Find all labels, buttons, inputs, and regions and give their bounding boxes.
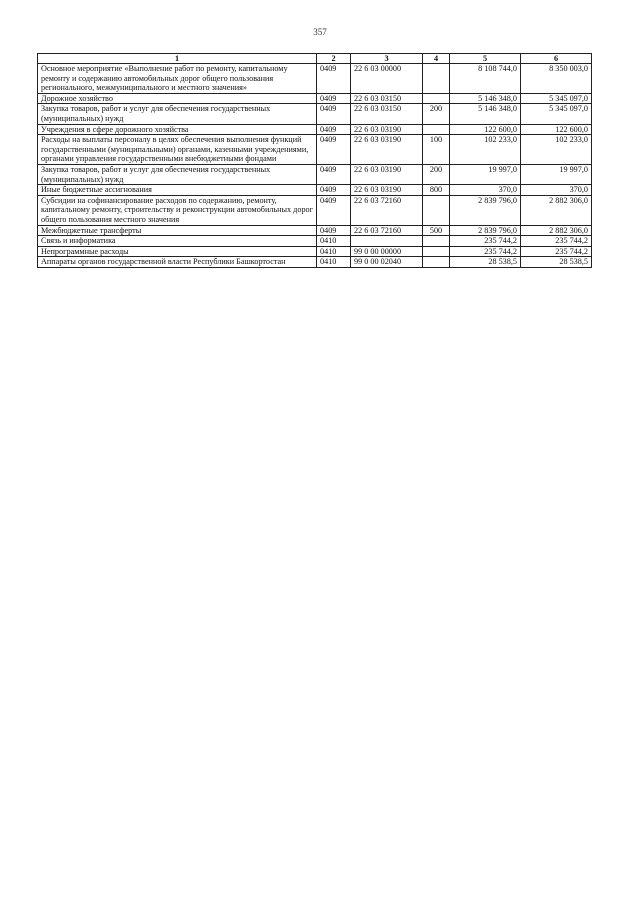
row-name: Аппараты органов государственной власти Республики Башкортостан: [38, 257, 317, 268]
page-number: 357: [313, 27, 327, 37]
row-sum1: 102 233,0: [450, 135, 521, 165]
table-row: [38, 185, 592, 196]
row-name: Основное мероприятие «Выполнение работ по ремонту, капитальному ремонту и содержанию автомобильных дорог общего пользования регионального, межмуниципального и местного значения»: [38, 64, 317, 94]
row-code: 22 6 03 03150: [351, 93, 423, 104]
row-sum2: 235 744,2: [521, 236, 592, 247]
row-section: 0410: [317, 246, 351, 257]
row-section: 0409: [317, 195, 351, 225]
table-row: [38, 93, 592, 104]
row-sum1: 19 997,0: [450, 164, 521, 184]
row-section: 0409: [317, 64, 351, 94]
row-sum2: 370,0: [521, 185, 592, 196]
row-code: 22 6 03 72160: [351, 195, 423, 225]
row-sum2: 2 882 306,0: [521, 225, 592, 236]
row-sum1: 5 146 348,0: [450, 104, 521, 124]
table-row: [38, 164, 592, 184]
row-code: 22 6 03 03190: [351, 185, 423, 196]
row-type: [423, 64, 450, 94]
row-sum2: 28 538,5: [521, 257, 592, 268]
row-type: 500: [423, 225, 450, 236]
row-name: Иные бюджетные ассигнования: [38, 185, 317, 196]
table-row: [38, 225, 592, 236]
row-code: [351, 236, 423, 247]
row-type: [423, 246, 450, 257]
row-name: Субсидии на софинансирование расходов по содержанию, ремонту, капитальному ремонту, строительству и реконструкции автомобильных дорог общего пользования местного значения: [38, 195, 317, 225]
row-section: 0409: [317, 124, 351, 135]
budget-table: [37, 53, 592, 268]
row-sum2: 122 600,0: [521, 124, 592, 135]
row-sum2: 19 997,0: [521, 164, 592, 184]
row-name: Непрограммные расходы: [38, 246, 317, 257]
row-code: 22 6 03 03190: [351, 135, 423, 165]
row-sum2: 8 350 003,0: [521, 64, 592, 94]
row-type: 800: [423, 185, 450, 196]
row-sum1: 2 839 796,0: [450, 195, 521, 225]
table-row: [38, 135, 592, 165]
column-header-code: 3: [351, 54, 423, 64]
table-row: [38, 195, 592, 225]
column-header-sum1: 5: [450, 54, 521, 64]
row-code: 99 0 00 02040: [351, 257, 423, 268]
row-code: 99 0 00 00000: [351, 246, 423, 257]
row-type: [423, 93, 450, 104]
row-sum2: 2 882 306,0: [521, 195, 592, 225]
column-header-section: 2: [317, 54, 351, 64]
table-row: [38, 124, 592, 135]
row-name: Дорожное хозяйство: [38, 93, 317, 104]
row-name: Закупка товаров, работ и услуг для обеспечения государственных (муниципальных) нужд: [38, 104, 317, 124]
row-sum1: 28 538,5: [450, 257, 521, 268]
row-name: Межбюджетные трансферты: [38, 225, 317, 236]
row-sum1: 8 108 744,0: [450, 64, 521, 94]
row-type: 200: [423, 164, 450, 184]
row-sum1: 5 146 348,0: [450, 93, 521, 104]
row-section: 0409: [317, 104, 351, 124]
row-sum2: 102 233,0: [521, 135, 592, 165]
table-row: [38, 236, 592, 247]
row-sum2: 5 345 097,0: [521, 104, 592, 124]
row-section: 0410: [317, 257, 351, 268]
row-section: 0409: [317, 225, 351, 236]
row-section: 0410: [317, 236, 351, 247]
row-name: Расходы на выплаты персоналу в целях обеспечения выполнения функций государственными (муниципальными) органами, казенными учреждениями, органами управления государственными внебюджетными фондами: [38, 135, 317, 165]
row-name: Учреждения в сфере дорожного хозяйства: [38, 124, 317, 135]
table-header-row: [38, 54, 592, 64]
row-section: 0409: [317, 93, 351, 104]
row-type: [423, 257, 450, 268]
row-sum1: 2 839 796,0: [450, 225, 521, 236]
row-name: Закупка товаров, работ и услуг для обеспечения государственных (муниципальных) нужд: [38, 164, 317, 184]
table-row: [38, 246, 592, 257]
row-section: 0409: [317, 135, 351, 165]
row-type: [423, 236, 450, 247]
row-sum1: 235 744,2: [450, 236, 521, 247]
row-type: [423, 124, 450, 135]
row-code: 22 6 03 00000: [351, 64, 423, 94]
column-header-type: 4: [423, 54, 450, 64]
column-header-sum2: 6: [521, 54, 592, 64]
row-sum1: 235 744,2: [450, 246, 521, 257]
column-header-name: 1: [38, 54, 317, 64]
row-code: 22 6 03 03150: [351, 104, 423, 124]
row-type: 100: [423, 135, 450, 165]
row-type: 200: [423, 104, 450, 124]
row-code: 22 6 03 03190: [351, 124, 423, 135]
row-sum1: 370,0: [450, 185, 521, 196]
row-sum2: 235 744,2: [521, 246, 592, 257]
row-sum2: 5 345 097,0: [521, 93, 592, 104]
row-type: [423, 195, 450, 225]
row-section: 0409: [317, 164, 351, 184]
table-row: [38, 257, 592, 268]
row-code: 22 6 03 72160: [351, 225, 423, 236]
row-sum1: 122 600,0: [450, 124, 521, 135]
table-row: [38, 104, 592, 124]
row-code: 22 6 03 03190: [351, 164, 423, 184]
row-section: 0409: [317, 185, 351, 196]
table-row: [38, 64, 592, 94]
row-name: Связь и информатика: [38, 236, 317, 247]
